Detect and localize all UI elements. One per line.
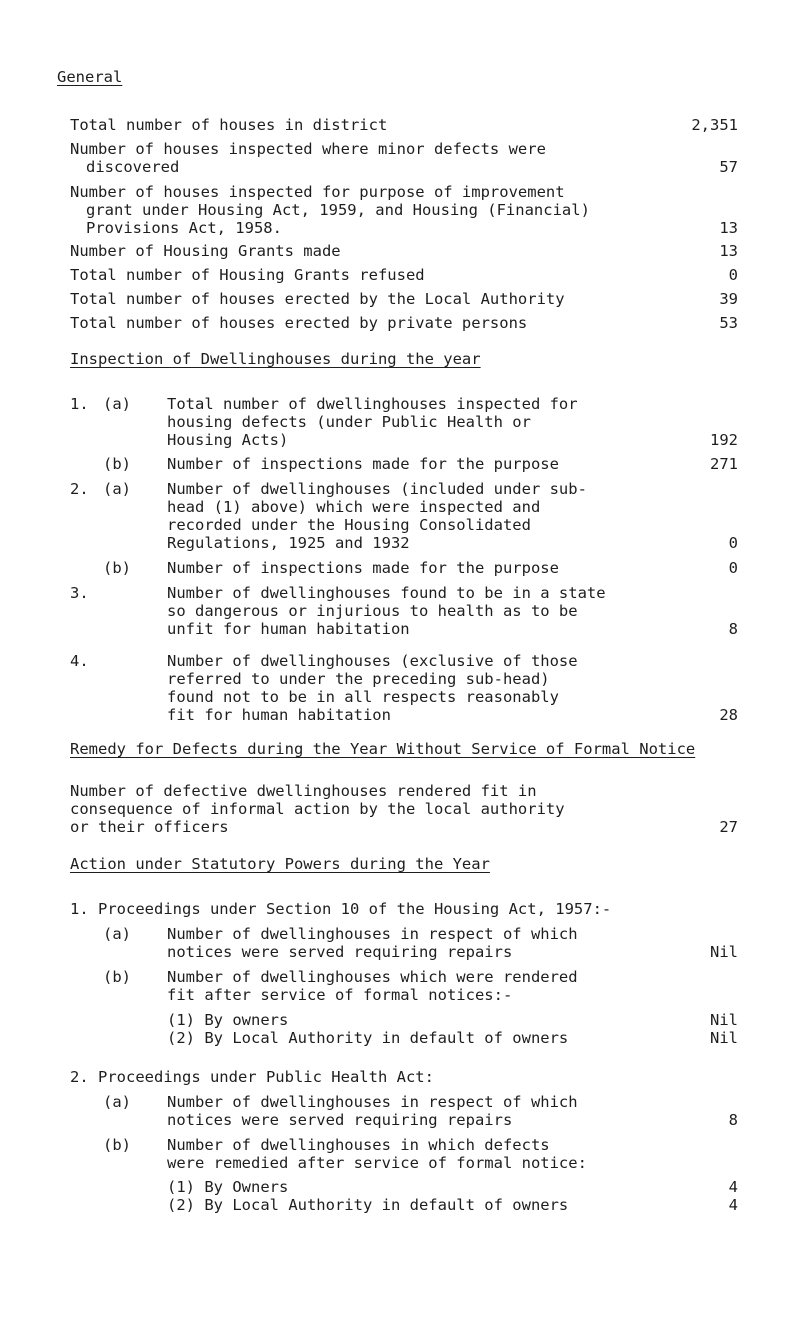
general-row-label: Number of houses inspected where minor defects were bbox=[70, 140, 546, 158]
section-heading-general: General bbox=[57, 68, 123, 86]
item-text: Number of inspections made for the purpose bbox=[167, 455, 559, 473]
item-number: 4. bbox=[70, 652, 89, 670]
item-text: Number of dwellinghouses (included under sub- bbox=[167, 480, 587, 498]
general-row-label: Total number of houses erected by private persons bbox=[70, 314, 528, 332]
sub-item-authority: (2) By Local Authority in default of owners bbox=[167, 1196, 569, 1214]
remedy-text: Number of defective dwellinghouses rendered fit in bbox=[70, 782, 537, 800]
item-value: Nil bbox=[710, 1029, 738, 1047]
remedy-text: or their officers bbox=[70, 818, 229, 836]
general-row-label: discovered bbox=[86, 158, 180, 176]
item-text: Number of dwellinghouses in respect of which bbox=[167, 925, 578, 943]
item-number: 1. bbox=[70, 395, 89, 413]
section-heading-statutory: Action under Statutory Powers during the Year bbox=[70, 855, 490, 873]
item-value: 192 bbox=[710, 431, 738, 449]
item-text: fit after service of formal notices:- bbox=[167, 986, 513, 1004]
item-text: were remedied after service of formal notice: bbox=[167, 1154, 587, 1172]
item-value: 0 bbox=[728, 559, 738, 577]
item-text: Total number of dwellinghouses inspected for bbox=[167, 395, 578, 413]
item-number: 2. bbox=[70, 480, 89, 498]
item-text: so dangerous or injurious to health as to be bbox=[167, 602, 578, 620]
item-sub: (a) bbox=[103, 395, 131, 413]
item-text: housing defects (under Public Health or bbox=[167, 413, 531, 431]
item-text: found not to be in all respects reasonably bbox=[167, 688, 559, 706]
general-row-label: grant under Housing Act, 1959, and Housing (Financial) bbox=[86, 201, 590, 219]
item-sub: (b) bbox=[103, 559, 131, 577]
item-text: Regulations, 1925 and 1932 bbox=[167, 534, 410, 552]
item-text: unfit for human habitation bbox=[167, 620, 410, 638]
general-row-value: 2,351 bbox=[691, 116, 738, 134]
item-text: Number of dwellinghouses which were rendered bbox=[167, 968, 578, 986]
remedy-text: consequence of informal action by the local authority bbox=[70, 800, 565, 818]
proceedings-title: 1. Proceedings under Section 10 of the Housing Act, 1957:- bbox=[70, 900, 612, 918]
general-row-value: 57 bbox=[719, 158, 738, 176]
item-value: 28 bbox=[719, 706, 738, 724]
general-row-value: 0 bbox=[728, 266, 738, 284]
item-text: Number of dwellinghouses in which defects bbox=[167, 1136, 550, 1154]
item-sub: (a) bbox=[103, 925, 131, 943]
sub-item-owners: (1) By owners bbox=[167, 1011, 289, 1029]
proceedings-title: 2. Proceedings under Public Health Act: bbox=[70, 1068, 434, 1086]
general-row-label: Provisions Act, 1958. bbox=[86, 219, 282, 237]
general-row-value: 13 bbox=[719, 242, 738, 260]
general-row-label: Total number of Housing Grants refused bbox=[70, 266, 425, 284]
item-text: notices were served requiring repairs bbox=[167, 1111, 513, 1129]
sub-item-authority: (2) By Local Authority in default of owners bbox=[167, 1029, 569, 1047]
item-sub: (a) bbox=[103, 1093, 131, 1111]
item-sub: (a) bbox=[103, 480, 131, 498]
item-value: 4 bbox=[728, 1196, 738, 1214]
general-row-value: 53 bbox=[719, 314, 738, 332]
item-text: Number of dwellinghouses found to be in a state bbox=[167, 584, 606, 602]
item-text: Number of dwellinghouses in respect of which bbox=[167, 1093, 578, 1111]
item-value: Nil bbox=[710, 1011, 738, 1029]
general-row-label: Number of houses inspected for purpose of improvement bbox=[70, 183, 565, 201]
item-number: 3. bbox=[70, 584, 89, 602]
item-value: Nil bbox=[710, 943, 738, 961]
item-text: Number of dwellinghouses (exclusive of those bbox=[167, 652, 578, 670]
general-row-value: 13 bbox=[719, 219, 738, 237]
item-sub: (b) bbox=[103, 455, 131, 473]
remedy-value: 27 bbox=[719, 818, 738, 836]
item-value: 0 bbox=[728, 534, 738, 552]
item-value: 271 bbox=[710, 455, 738, 473]
general-row-label: Total number of houses erected by the Local Authority bbox=[70, 290, 565, 308]
sub-item-owners: (1) By Owners bbox=[167, 1178, 289, 1196]
item-text: Number of inspections made for the purpose bbox=[167, 559, 559, 577]
item-value: 8 bbox=[728, 620, 738, 638]
item-value: 8 bbox=[728, 1111, 738, 1129]
item-text: referred to under the preceding sub-head) bbox=[167, 670, 550, 688]
item-text: recorded under the Housing Consolidated bbox=[167, 516, 531, 534]
item-text: notices were served requiring repairs bbox=[167, 943, 513, 961]
item-text: fit for human habitation bbox=[167, 706, 391, 724]
section-heading-remedy: Remedy for Defects during the Year Without Service of Formal Notice bbox=[70, 740, 696, 758]
item-value: 4 bbox=[728, 1178, 738, 1196]
item-sub: (b) bbox=[103, 1136, 131, 1154]
item-text: head (1) above) which were inspected and bbox=[167, 498, 541, 516]
general-row-label: Number of Housing Grants made bbox=[70, 242, 341, 260]
general-row-label: Total number of houses in district bbox=[70, 116, 388, 134]
general-row-value: 39 bbox=[719, 290, 738, 308]
item-sub: (b) bbox=[103, 968, 131, 986]
section-heading-inspection: Inspection of Dwellinghouses during the year bbox=[70, 350, 481, 368]
item-text: Housing Acts) bbox=[167, 431, 289, 449]
